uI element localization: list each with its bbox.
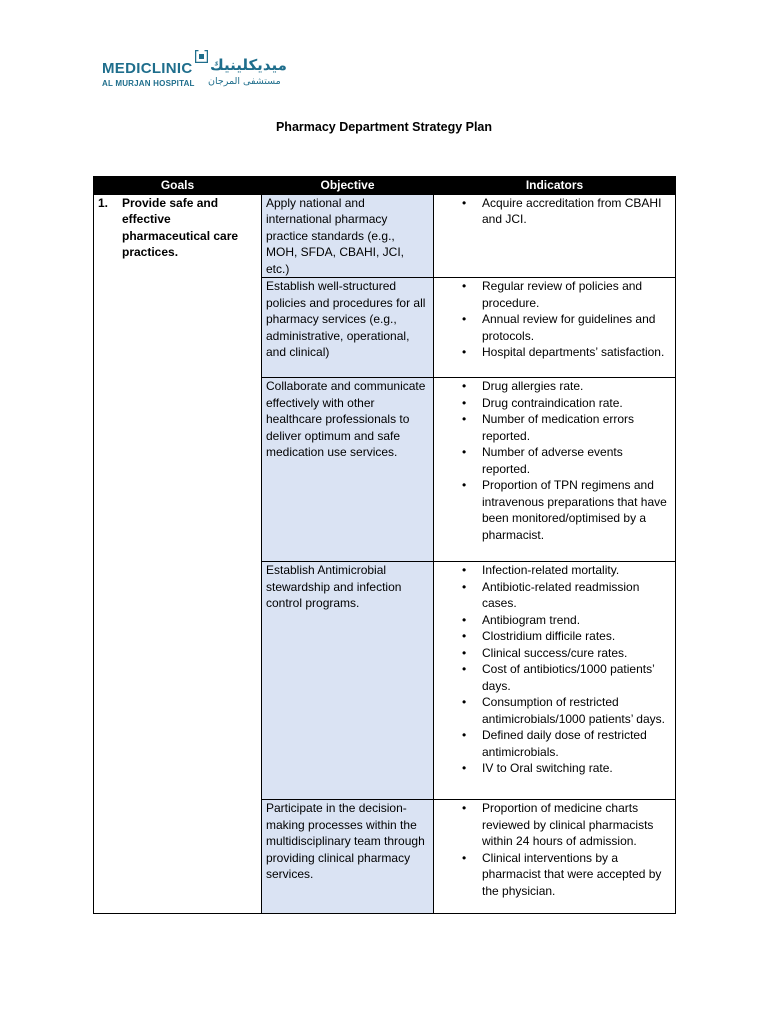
page-title: Pharmacy Department Strategy Plan (275, 120, 493, 134)
logo-subtext-ar: مستشفى المرجان (208, 76, 281, 87)
indicator-list (438, 278, 671, 361)
indicator-list (438, 378, 671, 543)
indicator-item: • Number of medication errors reported. (482, 411, 671, 444)
indicator-item: • Drug allergies rate. (482, 378, 671, 395)
logo-text-en: MEDICLINIC (102, 60, 193, 77)
indicator-item: • Acquire accreditation from CBAHI and JCI. (482, 195, 671, 228)
column-header-indicators: Indicators (434, 177, 676, 195)
table-row (94, 194, 676, 278)
logo-text-ar: ميديكلينيك (210, 56, 287, 74)
indicators-cell (434, 378, 676, 562)
indicator-item: • Regular review of policies and procedure. (482, 278, 671, 311)
indicator-item: • Hospital departments’ satisfaction. (482, 344, 671, 361)
indicator-item: • Proportion of TPN regimens and intravenous preparations that have been monitored/optimised by a pharmacist. (482, 477, 671, 543)
indicators-cell (434, 800, 676, 914)
objective-cell: Participate in the decision-making processes within the multidisciplinary team through providing clinical pharmacy services. (262, 800, 434, 914)
indicator-list (438, 562, 671, 777)
column-header-objective: Objective (262, 177, 434, 195)
objective-cell: Establish well-structured policies and procedures for all pharmacy services (e.g., administrative, operational, and clinical) (262, 278, 434, 378)
indicator-item: • Antibiotic-related readmission cases. (482, 579, 671, 612)
indicator-item: • Defined daily dose of restricted antimicrobials. (482, 727, 671, 760)
column-header-goals: Goals (94, 177, 262, 195)
indicators-cell (434, 278, 676, 378)
indicator-item: • Infection-related mortality. (482, 562, 671, 579)
objective-cell: Apply national and international pharmacy practice standards (e.g., MOH, SFDA, CBAHI, JCI, etc.) (262, 194, 434, 278)
logo-subtext-en: AL MURJAN HOSPITAL (102, 79, 195, 88)
indicator-item: • Consumption of restricted antimicrobials/1000 patients’ days. (482, 694, 671, 727)
indicator-item: • Antibiogram trend. (482, 612, 671, 629)
goal-cell (94, 194, 262, 914)
table-header-row (94, 177, 676, 195)
indicator-list (438, 195, 671, 228)
indicator-item: • Drug contraindication rate. (482, 395, 671, 412)
strategy-table (93, 176, 676, 914)
objective-cell: Collaborate and communicate effectively with other healthcare professionals to deliver optimum and safe medication use services. (262, 378, 434, 562)
indicator-item: • Clostridium difficile rates. (482, 628, 671, 645)
goal-number: 1. (98, 195, 109, 210)
indicator-item: • Number of adverse events reported. (482, 444, 671, 477)
indicator-item: • IV to Oral switching rate. (482, 760, 671, 777)
indicator-item: • Annual review for guidelines and protocols. (482, 311, 671, 344)
indicator-item: • Proportion of medicine charts reviewed by clinical pharmacists within 24 hours of admission. (482, 800, 671, 850)
hospital-logo (102, 48, 302, 92)
logo-mark-icon (195, 50, 208, 63)
indicator-list (438, 800, 671, 899)
goal-item (98, 195, 257, 261)
indicators-cell (434, 562, 676, 800)
indicators-cell (434, 194, 676, 278)
objective-cell: Establish Antimicrobial stewardship and infection control programs. (262, 562, 434, 800)
indicator-item: • Clinical success/cure rates. (482, 645, 671, 662)
indicator-item: • Cost of antibiotics/1000 patients’ days. (482, 661, 671, 694)
indicator-item: • Clinical interventions by a pharmacist that were accepted by the physician. (482, 850, 671, 900)
goal-text: Provide safe and effective pharmaceutical care practices. (122, 195, 239, 259)
